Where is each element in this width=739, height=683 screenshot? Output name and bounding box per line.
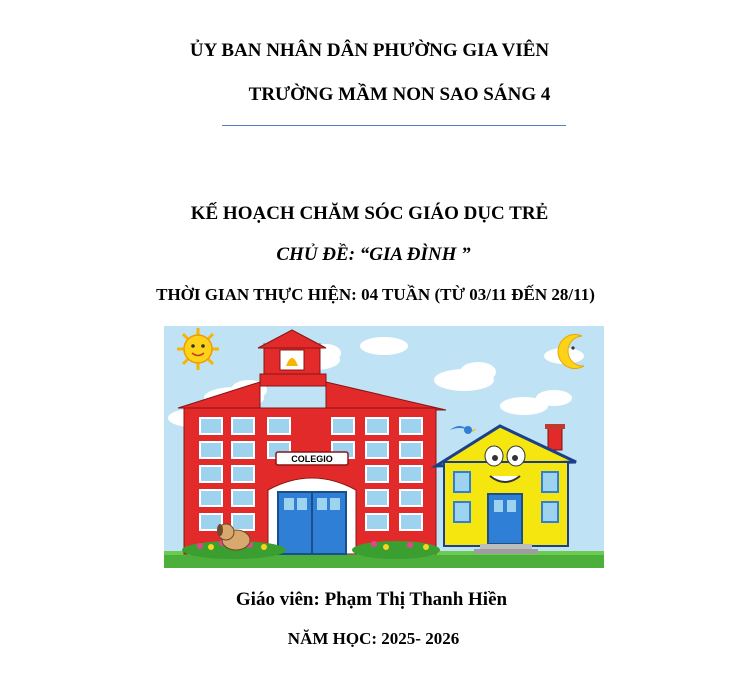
- sun-icon: [177, 328, 219, 370]
- duration-line: THỜI GIAN THỰC HIỆN: 04 TUẦN (TỪ 03/11 ĐẾN 28/11): [156, 285, 595, 304]
- ward-committee-heading: ỦY BAN NHÂN DÂN PHƯỜNG GIA VIÊN: [189, 40, 550, 61]
- school-illustration: [164, 326, 604, 568]
- school-name-heading: TRƯỜNG MẦM NON SAO SÁNG 4: [248, 84, 551, 105]
- teacher-name: Giáo viên: Phạm Thị Thanh Hiền: [235, 589, 508, 610]
- colegio-sign: COLEGIO: [291, 454, 333, 464]
- plan-title: KẾ HOẠCH CHĂM SÓC GIÁO DỤC TRẺ: [190, 203, 549, 224]
- header-divider: [222, 125, 566, 126]
- house-door: [488, 494, 522, 544]
- theme-title: CHỦ ĐỀ: “GIA ĐÌNH ”: [276, 244, 471, 265]
- school-year: NĂM HỌC: 2025- 2026: [287, 629, 460, 648]
